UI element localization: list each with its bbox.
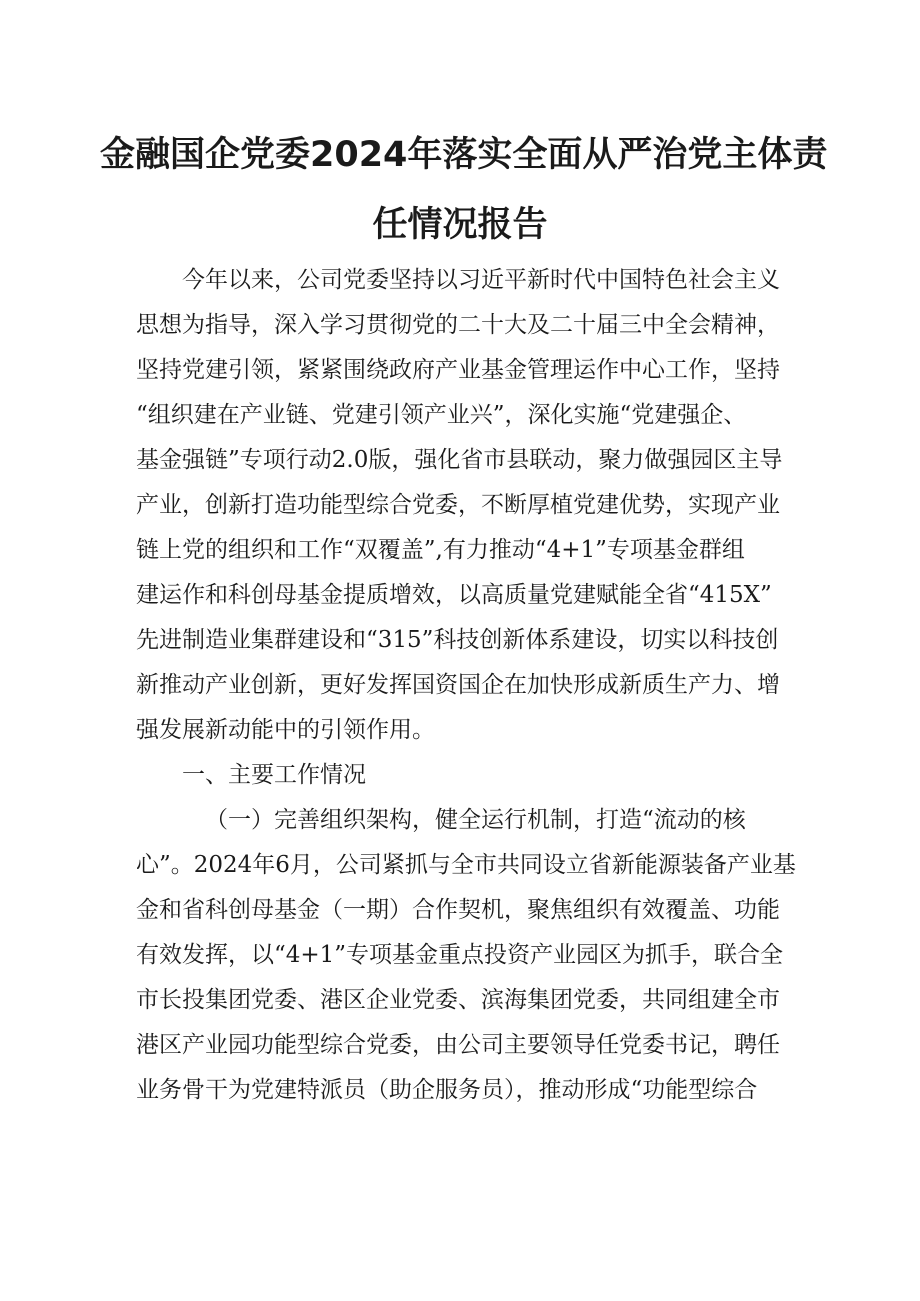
paragraph-2-line: 市长投集团党委、港区企业党委、滨海集团党委，共同组建全市 (136, 987, 780, 1013)
document-title-line-1: 金融国企党委2024年落实全面从严治党主体责 (100, 135, 828, 175)
paragraph-1-line: 今年以来，公司党委坚持以习近平新时代中国特色社会主义 (182, 267, 780, 293)
paragraph-1-line: 坚持党建引领，紧紧围绕政府产业基金管理运作中心工作，坚持 (136, 357, 780, 383)
paragraph-2-line: 业务骨干为党建特派员（助企服务员），推动形成“功能型综合 (136, 1077, 758, 1103)
document-title-line-2: 任情况报告 (372, 205, 548, 245)
paragraph-1-line: 强发展新动能中的引领作用。 (136, 717, 435, 743)
paragraph-1-line: 思想为指导，深入学习贯彻党的二十大及二十届三中全会精神， (136, 312, 780, 338)
section-1-heading: 一、主要工作情况 (182, 762, 366, 788)
paragraph-1-line: 建运作和科创母基金提质增效，以高质量党建赋能全省“415X” (136, 582, 772, 608)
paragraph-1-line: “组织建在产业链、党建引领产业兴”，深化实施“党建强企、 (136, 402, 747, 428)
paragraph-2-line: 金和省科创母基金（一期）合作契机，聚焦组织有效覆盖、功能 (136, 897, 780, 923)
document-body (136, 258, 796, 1113)
paragraph-2-line: （一）完善组织架构，健全运行机制，打造“流动的核 (205, 807, 746, 833)
paragraph-1-line: 先进制造业集群建设和“315”科技创新体系建设，切实以科技创 (136, 627, 779, 653)
paragraph-1-line: 产业，创新打造功能型综合党委，不断厚植党建优势，实现产业 (136, 492, 780, 518)
paragraph-1-line: 新推动产业创新，更好发挥国资国企在加快形成新质生产力、增 (136, 672, 780, 698)
paragraph-2-line: 港区产业园功能型综合党委，由公司主要领导任党委书记，聘任 (136, 1032, 780, 1058)
paragraph-1-line: 链上党的组织和工作“双覆盖”,有力推动“4+1”专项基金群组 (136, 537, 745, 563)
paragraph-1-line: 基金强链”专项行动2.0版，强化省市县联动，聚力做强园区主导 (136, 447, 783, 473)
paragraph-2-line: 有效发挥，以“4+1”专项基金重点投资产业园区为抓手，联合全 (136, 942, 784, 968)
paragraph-2-line: 心”。2024年6月，公司紧抓与全市共同设立省新能源装备产业基 (136, 852, 796, 878)
